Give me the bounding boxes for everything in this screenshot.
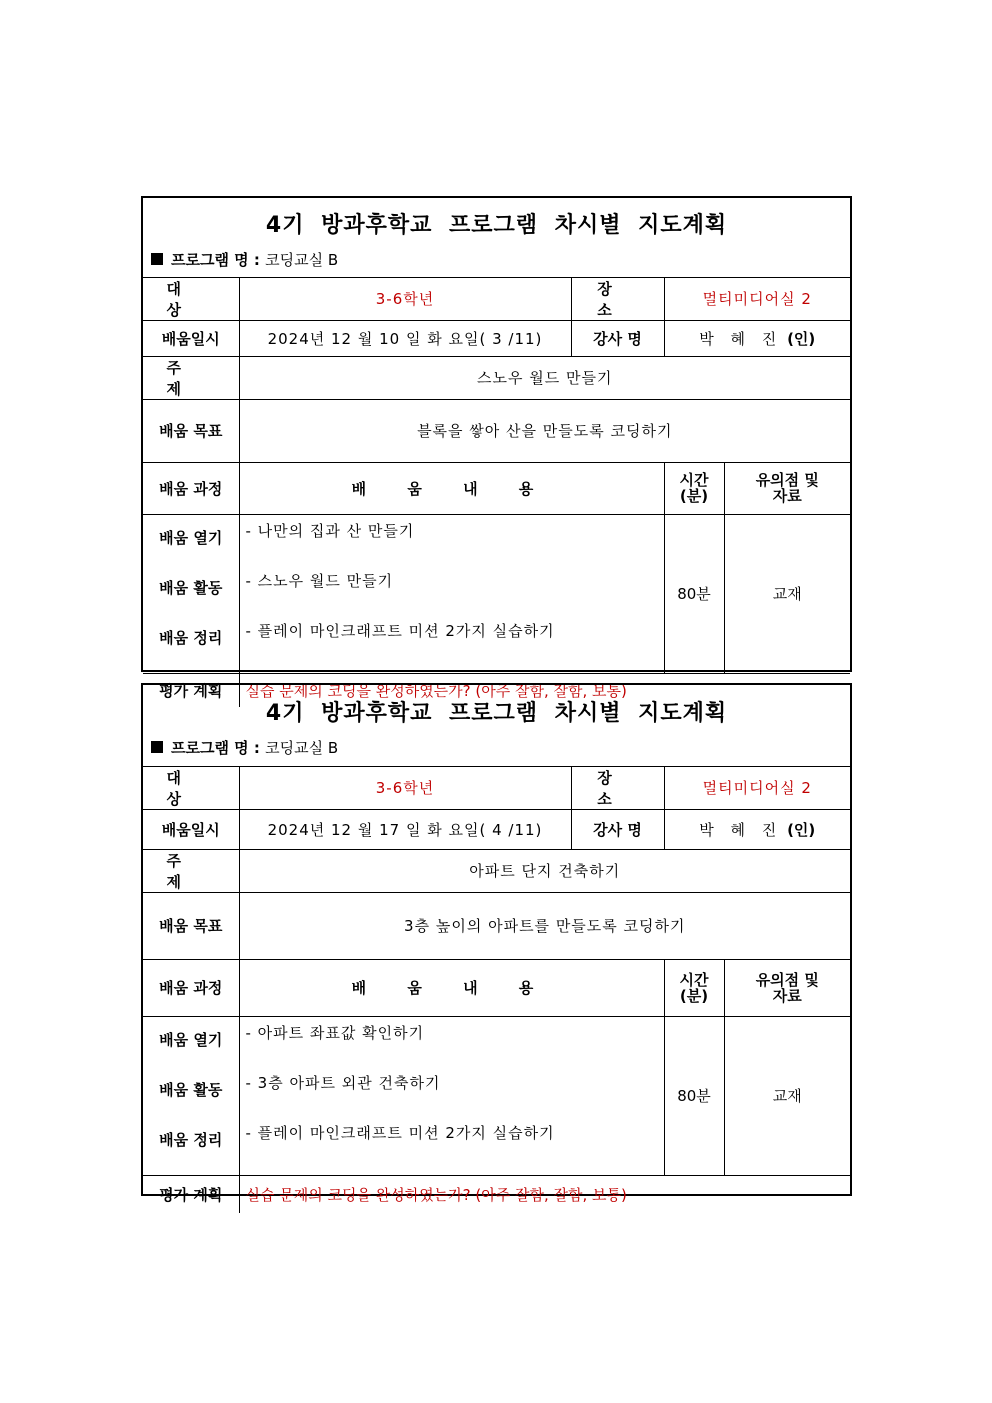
eval-value: 실습 문제의 코딩을 완성하였는가? (아주 잘함, 잘함, 보통) bbox=[239, 1175, 850, 1213]
target-value: 3-6학년 bbox=[239, 766, 571, 809]
date-label: 배움일시 bbox=[143, 320, 239, 356]
notes-value: 교재 bbox=[724, 1016, 850, 1175]
goal-value: 3층 높이의 아파트를 만들도록 코딩하기 bbox=[239, 892, 850, 959]
program-name: 코딩교실 B bbox=[265, 251, 339, 270]
time-label-1: 시간 bbox=[679, 471, 709, 489]
instructor-seal: (인) bbox=[787, 820, 816, 839]
instructor-label: 강사 명 bbox=[571, 320, 664, 356]
content-label: 배 움 내 용 bbox=[239, 462, 664, 514]
instructor-value: 박 혜 진 bbox=[699, 329, 783, 348]
topic-value: 아파트 단지 건축하기 bbox=[239, 849, 850, 892]
step-labels bbox=[143, 514, 239, 673]
time-label-2: (분) bbox=[679, 986, 709, 1005]
date-value: 2024년 12 월 17 일 화 요일( 4 /11) bbox=[239, 809, 571, 849]
step-content: - 3층 아파트 외관 건축하기 bbox=[245, 1073, 441, 1092]
step-label: 배움 활동 bbox=[159, 578, 223, 597]
step-content: - 플레이 마인크래프트 미션 2가지 실습하기 bbox=[245, 1123, 555, 1142]
plan-title: 4기 방과후학교 프로그램 차시별 지도계획 bbox=[265, 213, 728, 239]
step-contents bbox=[239, 514, 664, 673]
eval-label: 평가 계획 bbox=[143, 673, 239, 707]
instructor-label: 강사 명 bbox=[571, 809, 664, 849]
target-label: 대 상 bbox=[143, 766, 239, 809]
lesson-plan-2 bbox=[141, 683, 852, 1204]
program-label: 프로그램 명 : bbox=[171, 739, 260, 758]
lesson-plan-table bbox=[143, 685, 850, 1213]
header-cell bbox=[143, 685, 850, 766]
target-value: 3-6학년 bbox=[239, 277, 571, 320]
step-content: - 나만의 집과 산 만들기 bbox=[245, 521, 415, 540]
goal-label: 배움 목표 bbox=[143, 892, 239, 959]
step-label: 배움 정리 bbox=[159, 1130, 223, 1149]
notes-label-2: 자료 bbox=[772, 487, 802, 505]
time-header bbox=[664, 959, 724, 1016]
instructor-cell bbox=[664, 809, 850, 849]
target-label: 대 상 bbox=[143, 277, 239, 320]
notes-header bbox=[724, 959, 850, 1016]
goal-value: 블록을 쌓아 산을 만들도록 코딩하기 bbox=[239, 399, 850, 462]
instructor-seal: (인) bbox=[787, 329, 816, 348]
process-label: 배움 과정 bbox=[143, 959, 239, 1016]
place-value: 멀티미디어실 2 bbox=[664, 766, 850, 809]
topic-value: 스노우 월드 만들기 bbox=[239, 356, 850, 399]
instructor-value: 박 혜 진 bbox=[699, 820, 783, 839]
square-bullet-icon bbox=[151, 741, 163, 753]
process-label: 배움 과정 bbox=[143, 462, 239, 514]
lesson-plan-table bbox=[143, 198, 850, 707]
goal-label: 배움 목표 bbox=[143, 399, 239, 462]
notes-label-1: 유의점 및 bbox=[755, 471, 819, 489]
step-content: - 아파트 좌표값 확인하기 bbox=[245, 1023, 425, 1042]
plan-title: 4기 방과후학교 프로그램 차시별 지도계획 bbox=[265, 701, 728, 727]
time-value: 80분 bbox=[664, 514, 724, 673]
content-label: 배 움 내 용 bbox=[239, 959, 664, 1016]
time-header bbox=[664, 462, 724, 514]
step-label: 배움 열기 bbox=[159, 1030, 223, 1049]
header-cell bbox=[143, 198, 850, 277]
date-value: 2024년 12 월 10 일 화 요일( 3 /11) bbox=[239, 320, 571, 356]
notes-label-2: 자료 bbox=[772, 986, 802, 1005]
program-name: 코딩교실 B bbox=[265, 739, 339, 758]
date-label: 배움일시 bbox=[143, 809, 239, 849]
notes-label-1: 유의점 및 bbox=[755, 970, 819, 989]
eval-label: 평가 계획 bbox=[143, 1175, 239, 1213]
step-label: 배움 활동 bbox=[159, 1080, 223, 1099]
lesson-plan-1 bbox=[141, 196, 852, 700]
place-label: 장 소 bbox=[571, 277, 664, 320]
topic-label: 주 제 bbox=[143, 356, 239, 399]
program-line bbox=[143, 249, 850, 270]
step-label: 배움 열기 bbox=[159, 528, 223, 547]
place-value: 멀티미디어실 2 bbox=[664, 277, 850, 320]
step-label: 배움 정리 bbox=[159, 628, 223, 647]
program-line bbox=[143, 737, 850, 758]
place-label: 장 소 bbox=[571, 766, 664, 809]
square-bullet-icon bbox=[151, 253, 163, 265]
notes-value: 교재 bbox=[724, 514, 850, 673]
step-contents bbox=[239, 1016, 664, 1175]
topic-label: 주 제 bbox=[143, 849, 239, 892]
notes-header bbox=[724, 462, 850, 514]
step-content: - 플레이 마인크래프트 미션 2가지 실습하기 bbox=[245, 621, 555, 640]
instructor-cell bbox=[664, 320, 850, 356]
eval-value: 실습 문제의 코딩을 완성하였는가? (아주 잘함, 잘함, 보통) bbox=[239, 673, 850, 707]
time-value: 80분 bbox=[664, 1016, 724, 1175]
step-content: - 스노우 월드 만들기 bbox=[245, 571, 394, 590]
step-labels bbox=[143, 1016, 239, 1175]
program-label: 프로그램 명 : bbox=[171, 251, 260, 270]
time-label-1: 시간 bbox=[679, 970, 709, 989]
time-label-2: (분) bbox=[679, 487, 709, 505]
